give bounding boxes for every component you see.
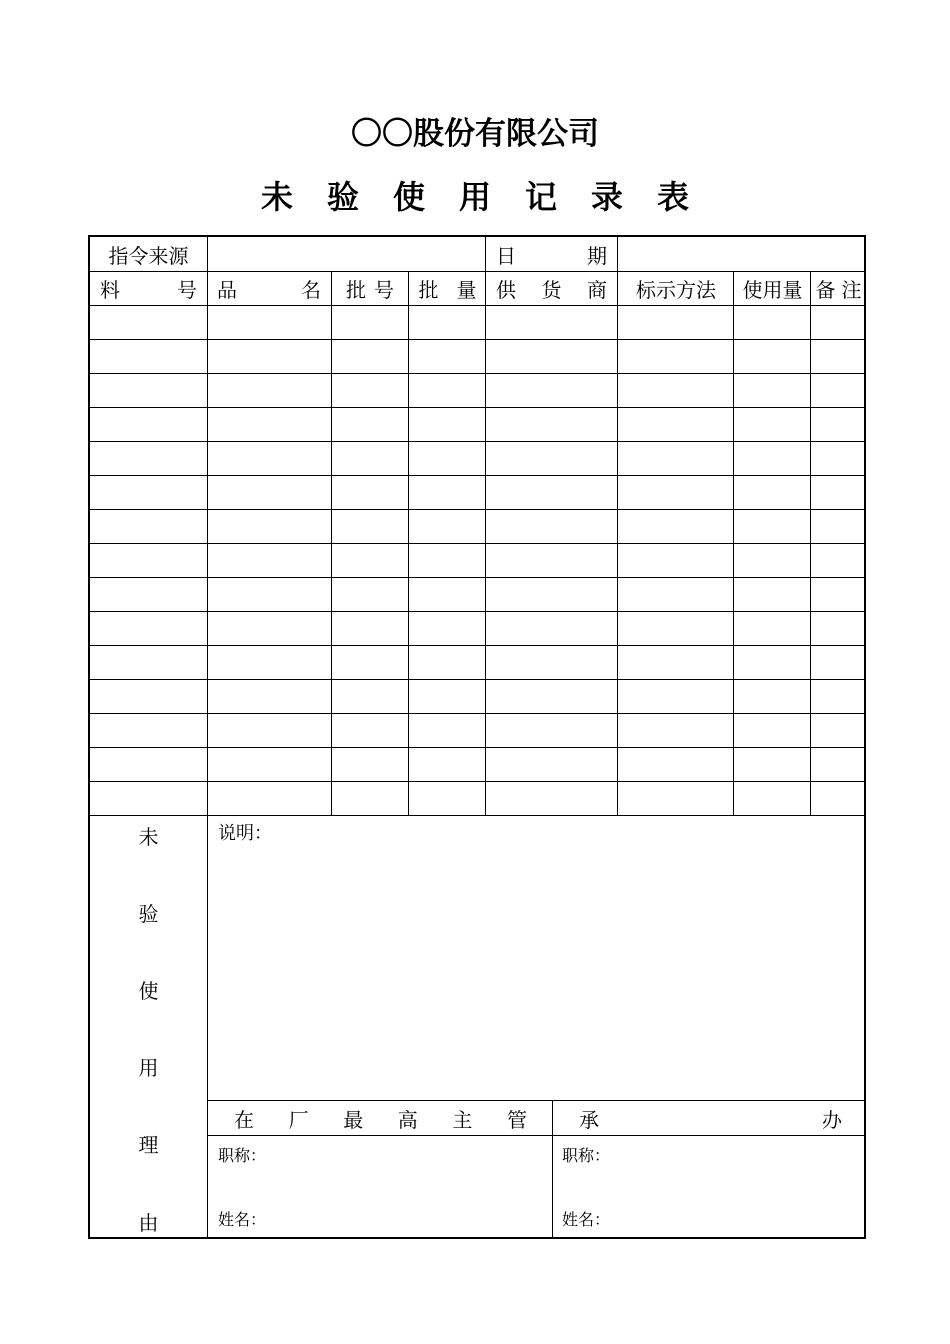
- table-cell[interactable]: [332, 646, 407, 678]
- table-cell[interactable]: [332, 680, 407, 712]
- table-cell[interactable]: [208, 646, 330, 678]
- table-cell[interactable]: [811, 408, 865, 440]
- table-cell[interactable]: [409, 748, 484, 780]
- table-cell[interactable]: [811, 680, 865, 712]
- column-header-char: 货: [541, 277, 562, 302]
- table-cell[interactable]: [618, 408, 732, 440]
- handler-name-field[interactable]: [610, 1199, 860, 1235]
- table-cell[interactable]: [332, 340, 407, 372]
- side-label-char: 未: [138, 825, 159, 849]
- table-cell[interactable]: [332, 714, 407, 746]
- table-cell[interactable]: [734, 748, 809, 780]
- column-header-char: 号: [177, 277, 197, 302]
- column-header-text: 使用量: [742, 277, 803, 302]
- table-cell[interactable]: [811, 476, 865, 508]
- table-cell[interactable]: [409, 476, 484, 508]
- table-cell[interactable]: [618, 612, 732, 644]
- side-label-char: 用: [138, 1056, 159, 1080]
- table-cell[interactable]: [409, 374, 484, 406]
- manager-title-label: 职称：: [218, 1146, 267, 1165]
- manager-name-field[interactable]: [266, 1199, 546, 1235]
- table-cell[interactable]: [409, 782, 484, 814]
- signature-header-char: 主: [452, 1108, 473, 1132]
- table-cell[interactable]: [332, 510, 407, 542]
- table-cell[interactable]: [734, 578, 809, 610]
- table-cell[interactable]: [91, 748, 206, 780]
- table-cell[interactable]: [332, 782, 407, 814]
- table-cell[interactable]: [734, 646, 809, 678]
- company-name: 〇〇股份有限公司: [351, 116, 599, 152]
- table-cell[interactable]: [91, 680, 206, 712]
- table-cell[interactable]: [208, 578, 330, 610]
- column-header-supplier: [486, 271, 617, 305]
- table-cell[interactable]: [486, 408, 616, 440]
- table-cell[interactable]: [91, 306, 206, 338]
- table-cell[interactable]: [486, 340, 616, 372]
- explanation-label: 说明：: [218, 823, 272, 844]
- table-cell[interactable]: [734, 442, 809, 474]
- table-cell[interactable]: [91, 442, 206, 474]
- side-label-char: 使: [138, 979, 159, 1003]
- signature-header-char: 办: [822, 1108, 842, 1132]
- table-cell[interactable]: [409, 646, 484, 678]
- table-cell[interactable]: [91, 476, 206, 508]
- source-value-field[interactable]: [207, 237, 485, 271]
- column-header-product-name: [207, 271, 331, 305]
- column-header-char: 号: [374, 277, 394, 302]
- column-header-batch-qty: [409, 271, 486, 305]
- table-cell[interactable]: [811, 306, 865, 338]
- signature-header-manager: [208, 1101, 553, 1136]
- side-label-char: 由: [138, 1211, 159, 1235]
- table-cell[interactable]: [618, 340, 732, 372]
- signature-header-char: 管: [506, 1108, 527, 1132]
- signature-header-char: 承: [579, 1108, 599, 1132]
- table-cell[interactable]: [208, 306, 330, 338]
- table-cell[interactable]: [734, 476, 809, 508]
- signature-header-char: 厂: [288, 1108, 309, 1132]
- date-value-field[interactable]: [618, 237, 866, 271]
- table-cell[interactable]: [332, 306, 407, 338]
- table-cell[interactable]: [208, 476, 330, 508]
- table-cell[interactable]: [208, 680, 330, 712]
- table-cell[interactable]: [734, 306, 809, 338]
- date-label-char: 期: [587, 243, 607, 268]
- table-cell[interactable]: [618, 442, 732, 474]
- table-cell[interactable]: [332, 748, 407, 780]
- table-cell[interactable]: [734, 714, 809, 746]
- table-cell[interactable]: [409, 680, 484, 712]
- table-cell[interactable]: [734, 680, 809, 712]
- table-cell[interactable]: [409, 612, 484, 644]
- table-cell[interactable]: [332, 442, 407, 474]
- column-header-char: 注: [841, 277, 862, 302]
- side-label-char: 理: [138, 1133, 159, 1157]
- table-cell[interactable]: [91, 714, 206, 746]
- column-header-char: 批: [346, 277, 366, 302]
- table-cell[interactable]: [486, 442, 616, 474]
- table-cell[interactable]: [409, 544, 484, 576]
- table-cell[interactable]: [208, 748, 330, 780]
- table-cell[interactable]: [618, 374, 732, 406]
- column-header-remarks: [811, 271, 866, 305]
- date-label-cell: [486, 237, 617, 271]
- table-cell[interactable]: [409, 442, 484, 474]
- table-cell[interactable]: [332, 544, 407, 576]
- table-cell[interactable]: [811, 510, 865, 542]
- table-cell[interactable]: [734, 340, 809, 372]
- side-label-char: 验: [138, 902, 159, 926]
- column-header-char: 供: [496, 277, 516, 302]
- column-header-batch-no: [331, 271, 409, 305]
- table-cell[interactable]: [208, 544, 330, 576]
- table-cell[interactable]: [734, 612, 809, 644]
- table-cell[interactable]: [409, 408, 484, 440]
- column-header-char: 批: [418, 277, 439, 302]
- column-header-item-no: [90, 271, 207, 305]
- table-cell[interactable]: [91, 510, 206, 542]
- table-cell[interactable]: [811, 782, 865, 814]
- table-cell[interactable]: [618, 578, 732, 610]
- table-cell[interactable]: [91, 646, 206, 678]
- table-cell[interactable]: [409, 714, 484, 746]
- column-header-char: 量: [456, 277, 477, 302]
- table-cell[interactable]: [734, 374, 809, 406]
- table-cell[interactable]: [486, 612, 616, 644]
- column-header-char: 名: [301, 277, 321, 302]
- table-cell[interactable]: [208, 714, 330, 746]
- form-title: 未验使用记录表: [260, 178, 723, 216]
- column-header-text: 标示方法: [636, 277, 716, 302]
- table-cell[interactable]: [486, 714, 616, 746]
- manager-name-label: 姓名：: [218, 1210, 267, 1229]
- table-cell[interactable]: [332, 612, 407, 644]
- signature-header-handler: [553, 1101, 866, 1136]
- table-cell[interactable]: [811, 646, 865, 678]
- table-cell[interactable]: [618, 748, 732, 780]
- table-cell[interactable]: [734, 782, 809, 814]
- table-cell[interactable]: [811, 374, 865, 406]
- column-header-char: 品: [217, 277, 237, 302]
- table-cell[interactable]: [332, 578, 407, 610]
- table-cell[interactable]: [734, 544, 809, 576]
- signature-header-char: 最: [343, 1108, 364, 1132]
- table-cell[interactable]: [208, 408, 330, 440]
- column-header-char: 料: [100, 277, 120, 302]
- table-cell[interactable]: [91, 374, 206, 406]
- table-cell[interactable]: [486, 544, 616, 576]
- table-cell[interactable]: [811, 748, 865, 780]
- column-header-labeling-method: [618, 271, 734, 305]
- source-label-cell: [90, 237, 207, 271]
- table-cell[interactable]: [91, 578, 206, 610]
- table-cell[interactable]: [811, 340, 865, 372]
- table-cell[interactable]: [208, 442, 330, 474]
- handler-title-label: 职称：: [562, 1146, 611, 1165]
- table-cell[interactable]: [734, 408, 809, 440]
- signature-header-char: 高: [397, 1108, 418, 1132]
- table-cell[interactable]: [91, 544, 206, 576]
- table-cell[interactable]: [208, 340, 330, 372]
- table-cell[interactable]: [618, 714, 732, 746]
- column-header-usage-qty: [734, 271, 811, 305]
- table-cell[interactable]: [486, 578, 616, 610]
- table-cell[interactable]: [734, 510, 809, 542]
- table-cell[interactable]: [486, 306, 616, 338]
- table-cell[interactable]: [208, 612, 330, 644]
- explanation-field[interactable]: [208, 847, 864, 1097]
- table-cell[interactable]: [618, 510, 732, 542]
- table-cell[interactable]: [91, 782, 206, 814]
- table-cell[interactable]: [811, 714, 865, 746]
- table-cell[interactable]: [618, 646, 732, 678]
- table-cell[interactable]: [486, 748, 616, 780]
- table-cell[interactable]: [811, 578, 865, 610]
- table-cell[interactable]: [409, 578, 484, 610]
- table-cell[interactable]: [486, 510, 616, 542]
- table-cell[interactable]: [208, 782, 330, 814]
- table-cell[interactable]: [332, 408, 407, 440]
- table-cell[interactable]: [409, 306, 484, 338]
- table-cell[interactable]: [618, 544, 732, 576]
- table-cell[interactable]: [811, 442, 865, 474]
- manager-title-field[interactable]: [266, 1137, 546, 1173]
- table-cell[interactable]: [811, 544, 865, 576]
- table-cell[interactable]: [332, 374, 407, 406]
- table-cell[interactable]: [409, 510, 484, 542]
- handler-name-label: 姓名：: [562, 1210, 611, 1229]
- table-cell[interactable]: [618, 476, 732, 508]
- signature-header-char: 在: [234, 1108, 254, 1132]
- table-cell[interactable]: [811, 612, 865, 644]
- table-cell[interactable]: [208, 510, 330, 542]
- table-cell[interactable]: [486, 374, 616, 406]
- column-header-char: 备: [815, 277, 836, 302]
- table-cell[interactable]: [332, 476, 407, 508]
- table-cell[interactable]: [486, 646, 616, 678]
- table-cell[interactable]: [486, 782, 616, 814]
- handler-title-field[interactable]: [610, 1137, 860, 1173]
- table-cell[interactable]: [618, 782, 732, 814]
- table-cell[interactable]: [618, 306, 732, 338]
- table-cell[interactable]: [91, 612, 206, 644]
- table-cell[interactable]: [486, 476, 616, 508]
- table-cell[interactable]: [618, 680, 732, 712]
- table-cell[interactable]: [208, 374, 330, 406]
- table-cell[interactable]: [91, 408, 206, 440]
- column-header-char: 商: [587, 277, 607, 302]
- table-cell[interactable]: [486, 680, 616, 712]
- date-label-char: 日: [496, 243, 516, 268]
- source-label: 指令来源: [108, 243, 189, 268]
- table-cell[interactable]: [91, 340, 206, 372]
- table-cell[interactable]: [409, 340, 484, 372]
- record-form: [88, 235, 866, 1239]
